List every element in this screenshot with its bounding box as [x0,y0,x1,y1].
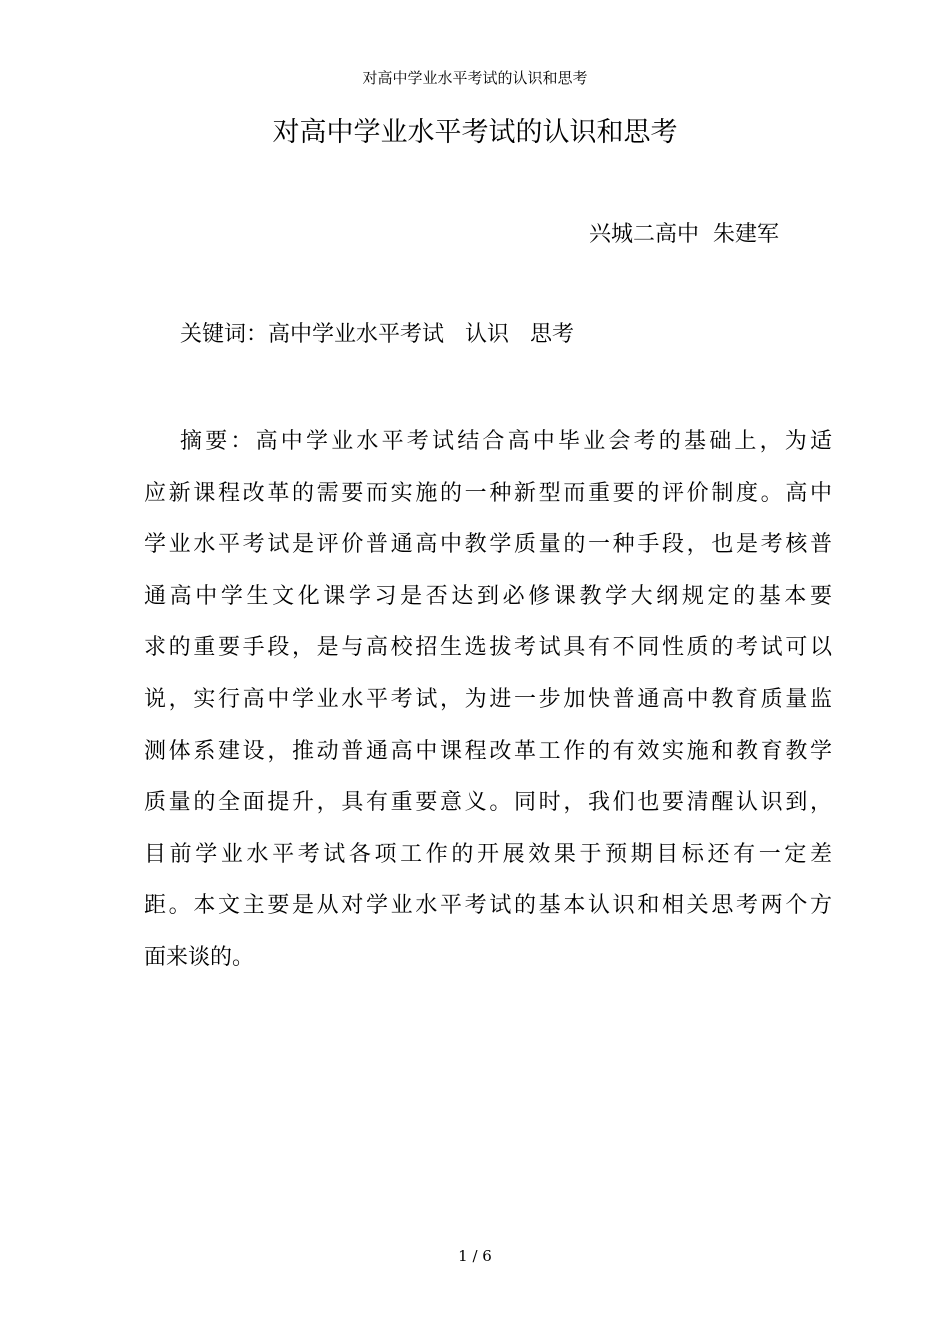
page-number: 1 / 6 [458,1247,492,1265]
abstract-line: 目前学业水平考试各项工作的开展效果于预期目标还有一定差 [144,841,832,867]
abstract-paragraph [144,416,832,984]
author-byline: 兴城二高中 朱建军 [589,222,779,247]
abstract-line: 摘要：高中学业水平考试结合高中毕业会考的基础上，为适 [180,429,832,454]
abstract-line: 质量的全面提升，具有重要意义。同时，我们也要清醒认识到， [144,790,832,816]
abstract-line: 测体系建设，推动普通高中课程改革工作的有效实施和教育教学 [144,738,832,764]
abstract-line: 应新课程改革的需要而实施的一种新型而重要的评价制度。高中 [144,480,832,506]
abstract-line: 说，实行高中学业水平考试，为进一步加快普通高中教育质量监 [144,686,832,712]
keywords-line: 关键词：高中学业水平考试 认识 思考 [180,322,574,347]
running-header: 对高中学业水平考试的认识和思考 [362,69,588,87]
document-title: 对高中学业水平考试的认识和思考 [272,117,678,148]
abstract-line: 面来谈的。 [144,944,255,970]
abstract-line: 距。本文主要是从对学业水平考试的基本认识和相关思考两个方 [144,893,832,919]
abstract-line: 求的重要手段，是与高校招生选拔考试具有不同性质的考试可以 [144,635,832,661]
abstract-line: 学业水平考试是评价普通高中教学质量的一种手段，也是考核普 [144,532,832,558]
abstract-line: 通高中学生文化课学习是否达到必修课教学大纲规定的基本要 [144,583,832,609]
